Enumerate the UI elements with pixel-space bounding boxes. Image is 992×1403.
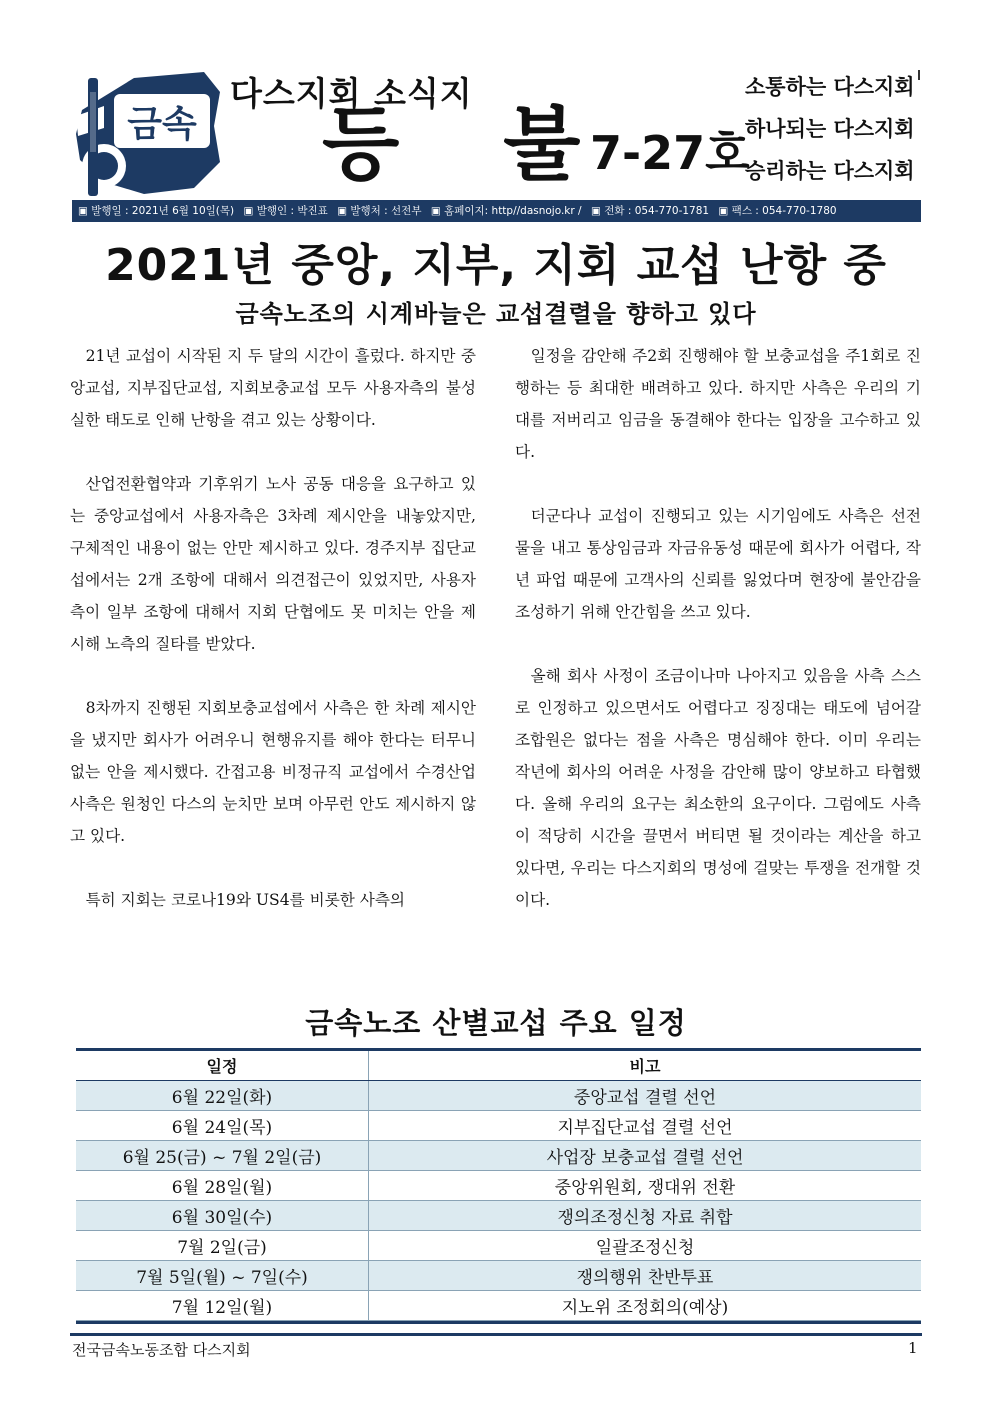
issuing-dept: ▣ 발행처 : 선전부	[337, 205, 422, 217]
schedule-date: 7월 5일(월) ~ 7일(수)	[76, 1261, 369, 1291]
paragraph: 21년 교섭이 시작된 지 두 달의 시간이 흘렀다. 하지만 중앙교섭, 지부집단교섭, 지회보충교섭 모두 사용자측의 불성실한 태도로 인해 난항을 겪고 있는 상황이다.	[70, 347, 476, 429]
slogan: 승리하는 다스지회	[745, 159, 915, 183]
phone: ▣ 전화 : 054-770-1781	[590, 205, 710, 217]
publication-info-bar	[72, 200, 921, 222]
table-row	[76, 1171, 921, 1201]
table-row	[76, 1201, 921, 1231]
schedule-date: 6월 22일(화)	[76, 1081, 369, 1111]
paper-name: 등 불	[322, 97, 619, 191]
footer-org: 전국금속노동조합 다스지회	[72, 1341, 251, 1359]
article-column-left	[70, 340, 476, 916]
column-header-note: 비고	[369, 1051, 922, 1081]
paragraph: 올해 회사 사정이 조금이나마 나아지고 있음을 사측 스스로 인정하고 있으면서도 어렵다고 징징대는 태도에 넘어갈 조합원은 없다는 점을 사측은 명심해야 한다. 이미 우리는 작년에 회사의 어려운 사정을 감안해 많이 양보하고 타협했다. 올해 우리의 요구는 최소한의 요구이다. 그럼에도 사측이 적당히 시간을 끌면서 버티면 될 것이라는 계산을 하고 있다면, 우리는 다스지회의 명성에 걸맞는 투쟁을 전개할 것이다.	[515, 667, 921, 909]
column-header-date: 일정	[76, 1051, 369, 1081]
schedule-note: 지부집단교섭 결렬 선언	[369, 1111, 922, 1141]
schedule-title: 금속노조 산별교섭 주요 일정	[305, 1006, 687, 1040]
table-row	[76, 1291, 921, 1321]
schedule-note: 사업장 보충교섭 결렬 선언	[369, 1141, 922, 1171]
schedule-note: 쟁의행위 찬반투표	[369, 1261, 922, 1291]
table-row	[76, 1261, 921, 1291]
table-row	[76, 1111, 921, 1141]
schedule-note: 중앙위원회, 쟁대위 전환	[369, 1171, 922, 1201]
logo-text: 금속	[127, 104, 197, 145]
schedule-note: 일괄조정신청	[369, 1231, 922, 1261]
publisher: ▣ 발행인 : 박진표	[243, 205, 328, 217]
table-row	[76, 1141, 921, 1171]
table-row	[76, 1081, 921, 1111]
fax: ▣ 팩스 : 054-770-1780	[718, 205, 837, 217]
paragraph: 더군다나 교섭이 진행되고 있는 시기임에도 사측은 선전물을 내고 통상임금과 자금유동성 때문에 회사가 어렵다, 작년 파업 때문에 고객사의 신뢰를 잃었다며 현장에 불안감을 조성하기 위해 안간힘을 쓰고 있다.	[515, 507, 921, 621]
schedule-date: 6월 24일(목)	[76, 1111, 369, 1141]
slogan: 소통하는 다스지회	[745, 75, 915, 99]
slogan: 하나되는 다스지회	[745, 117, 915, 141]
paragraph: 일정을 감안해 주2회 진행해야 할 보충교섭을 주1회로 진행하는 등 최대한 배려하고 있다. 하지만 사측은 우리의 기대를 저버리고 임금을 동결해야 한다는 입장을 고수하고 있다.	[515, 347, 921, 461]
homepage: ▣ 홈페이지: http//dasnojo.kr /	[430, 205, 582, 217]
corner-mark	[918, 70, 920, 80]
schedule-date: 6월 25(금) ~ 7월 2일(금)	[76, 1141, 369, 1171]
schedule-note: 지노위 조정회의(예상)	[369, 1291, 922, 1321]
footer-divider	[70, 1333, 922, 1336]
schedule-date: 6월 28일(월)	[76, 1171, 369, 1201]
schedule-table	[76, 1048, 921, 1324]
schedule-note: 중앙교섭 결렬 선언	[369, 1081, 922, 1111]
schedule-note: 쟁의조정신청 자료 취합	[369, 1201, 922, 1231]
subheadline: 금속노조의 시계바늘은 교섭결렬을 향하고 있다	[235, 300, 757, 328]
headline: 2021년 중앙, 지부, 지회 교섭 난항 중	[105, 240, 887, 291]
slogan-list	[745, 66, 915, 192]
page-number: 1	[908, 1339, 918, 1357]
org-name: 다스지회 소식지	[230, 74, 473, 113]
paragraph: 8차까지 진행된 지회보충교섭에서 사측은 한 차례 제시안을 냈지만 회사가 어려우니 현행유지를 해야 한다는 터무니없는 안을 제시했다. 간접고용 비정규직 교섭에서 수경산업 사측은 원청인 다스의 눈치만 보며 아무런 안도 제시하지 않고 있다.	[70, 699, 476, 845]
union-logo	[74, 70, 222, 196]
issue-number: 7-27호	[590, 126, 750, 180]
schedule-date: 7월 2일(금)	[76, 1231, 369, 1261]
table-header-row	[76, 1051, 921, 1081]
article-column-right	[515, 340, 921, 916]
table-row	[76, 1231, 921, 1261]
paragraph: 산업전환협약과 기후위기 노사 공동 대응을 요구하고 있는 중앙교섭에서 사용자측은 3차례 제시안을 내놓았지만, 구체적인 내용이 없는 안만 제시하고 있다. 경주지부 집단교섭에서는 2개 조항에 대해서 의견접근이 있었지만, 사용자측이 일부 조항에 대해서 지회 단협에도 못 미치는 안을 제시해 노측의 질타를 받았다.	[70, 475, 476, 653]
schedule-date: 6월 30일(수)	[76, 1201, 369, 1231]
schedule-date: 7월 12일(월)	[76, 1291, 369, 1321]
paragraph: 특히 지회는 코로나19와 US4를 비롯한 사측의	[85, 891, 405, 909]
publish-date: ▣ 발행일 : 2021년 6월 10일(목)	[78, 205, 235, 217]
